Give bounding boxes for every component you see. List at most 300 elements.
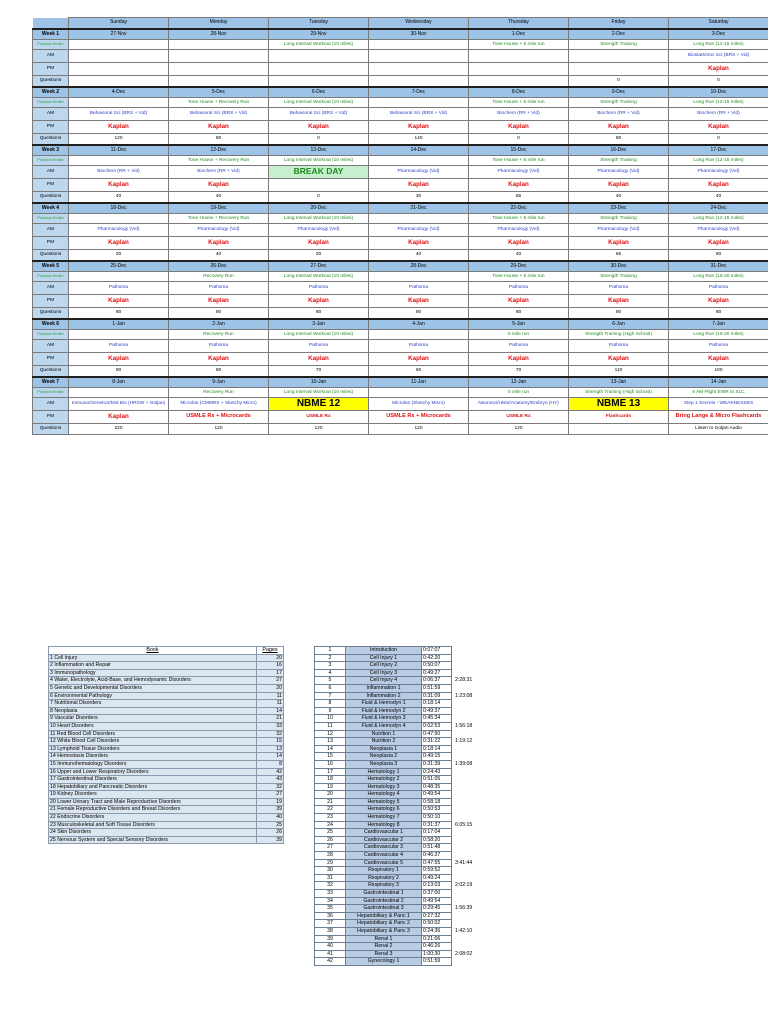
am-study-cell: Behavioral Sci (BRS + Vid) (369, 108, 469, 121)
questions-cell: 40 (369, 250, 469, 262)
date-cell: 21-Dec (369, 203, 469, 214)
lecture-row (315, 821, 505, 829)
lecture-row (315, 943, 505, 951)
section-total: 2:28:31 (455, 677, 473, 684)
am-study-cell: Behavioral Sci (BRS + Vid) (169, 108, 269, 121)
lecture-duration: 0:31:09 (422, 692, 452, 700)
physical-health-cell: Tone House + 5 mile run (469, 272, 569, 282)
book-chapter: 7 Nutritional Disorders (49, 700, 257, 708)
physical-health-cell: Tone House + 5 mile run (469, 156, 569, 166)
date-cell: 26-Dec (169, 261, 269, 272)
book-chapter: 8 Neoplasia (49, 707, 257, 715)
am-row (33, 166, 768, 179)
book-row (49, 730, 284, 738)
book-row (49, 814, 284, 822)
questions-cell: 20 (269, 250, 369, 262)
am-study-cell: Pathoma (69, 282, 169, 295)
book-chapter: 11 Red Blood Cell Disorders (49, 730, 257, 738)
questions-row (33, 424, 768, 435)
lecture-number: 39 (315, 935, 346, 943)
pm-study-cell: Kaplan (369, 353, 469, 366)
physical-health-row (33, 214, 768, 224)
lecture-name: Hematology 4 (346, 791, 422, 799)
book-row (49, 715, 284, 723)
lecture-name: Hematology 8 (346, 821, 422, 829)
book-chapter: 3 Immunopathology (49, 669, 257, 677)
questions-cell: 80 (169, 366, 269, 378)
questions-cell: 70 (469, 366, 569, 378)
questions-label: Questions (33, 308, 69, 320)
questions-cell: 100 (669, 366, 768, 378)
book-chapter: 12 White Blood Cell Disorders (49, 738, 257, 746)
section-total (452, 776, 505, 784)
am-study-cell: Pathoma (469, 282, 569, 295)
lecture-name: Nutrition 1 (346, 730, 422, 738)
lecture-duration: 0:42:20 (422, 654, 452, 662)
section-total (452, 897, 505, 905)
pm-study-cell: USMLE Rx + Microcards (169, 411, 269, 424)
questions-cell: 0 (469, 134, 569, 146)
lecture-number: 8 (315, 700, 346, 708)
date-cell: 23-Dec (569, 203, 669, 214)
physical-health-cell: Long Interval Workout (10 miles) (269, 272, 369, 282)
lecture-row (315, 950, 505, 958)
lecture-duration: 0:50:10 (422, 814, 452, 822)
pm-study-cell (269, 63, 369, 76)
lecture-duration: 0:59:52 (422, 867, 452, 875)
physical-health-label: Physical Health (33, 214, 69, 224)
physical-health-cell (169, 40, 269, 50)
lecture-row (315, 829, 505, 837)
lecture-name: Cardiovascular 1 (346, 829, 422, 837)
lecture-number: 22 (315, 806, 346, 814)
questions-cell: 0 (669, 134, 768, 146)
questions-cell: 40 (669, 192, 768, 204)
am-study-cell: Pathoma (269, 282, 369, 295)
questions-label: Questions (33, 76, 69, 88)
lecture-number: 20 (315, 791, 346, 799)
lecture-number: 10 (315, 715, 346, 723)
physical-health-label: Physical Health (33, 388, 69, 398)
section-total (452, 753, 505, 761)
day-header: Thursday (469, 18, 569, 30)
am-row (33, 224, 768, 237)
lecture-duration: 0:24:36 (422, 927, 452, 935)
am-study-cell: Pathoma (269, 340, 369, 353)
physical-health-label: Physical Health (33, 40, 69, 50)
pm-study-cell: Kaplan (569, 237, 669, 250)
lecture-row (315, 760, 505, 768)
pm-study-cell: Kaplan (669, 353, 768, 366)
pm-study-cell: USMLE Rx (469, 411, 569, 424)
questions-cell: 80 (69, 308, 169, 320)
book-pages: 8 (257, 760, 284, 768)
lecture-number: 18 (315, 776, 346, 784)
date-cell: 30-Nov (369, 29, 469, 40)
lecture-row (315, 905, 505, 913)
week-row (33, 145, 768, 156)
lecture-name: Cardiovascular 2 (346, 836, 422, 844)
am-label: AM (33, 398, 69, 411)
section-total (452, 943, 505, 951)
pm-study-cell (369, 63, 469, 76)
date-cell: 16-Dec (569, 145, 669, 156)
pm-label: PM (33, 179, 69, 192)
lecture-number: 26 (315, 836, 346, 844)
week-row (33, 29, 768, 40)
pm-study-cell: Kaplan (69, 121, 169, 134)
book-chapter: 22 Endocrine Disorders (49, 814, 257, 822)
am-row (33, 108, 768, 121)
lecture-number: 11 (315, 722, 346, 730)
section-total (452, 920, 505, 928)
lecture-name: Cell Injury 4 (346, 677, 422, 685)
pm-study-cell: Flashcards (569, 411, 669, 424)
physical-health-cell: 5 mile run (469, 330, 569, 340)
pm-study-cell: USMLE Rx (269, 411, 369, 424)
book-chapter: 25 Nervous System and Special Sensory Disorders (49, 836, 257, 844)
book-chapter: 23 Musculoskeletal and Soft Tissue Disorders (49, 821, 257, 829)
lecture-number: 40 (315, 943, 346, 951)
book-chapter: 14 Hemostasis Disorders (49, 753, 257, 761)
pm-study-cell: Kaplan (69, 411, 169, 424)
section-total (452, 844, 505, 852)
book-row (49, 692, 284, 700)
questions-cell: 120 (69, 134, 169, 146)
questions-cell: 120 (469, 424, 569, 435)
questions-cell: 60 (369, 366, 469, 378)
lecture-number: 6 (315, 684, 346, 692)
lecture-number: 37 (315, 920, 346, 928)
am-study-cell: Pharmacology (Vid) (69, 224, 169, 237)
pm-study-cell: Kaplan (169, 295, 269, 308)
lecture-row (315, 927, 505, 935)
book-row (49, 677, 284, 685)
questions-row (33, 366, 768, 378)
book-chapter: 10 Heart Disorders (49, 722, 257, 730)
book-pages: 20 (257, 654, 284, 662)
lecture-number: 41 (315, 950, 346, 958)
lecture-row (315, 730, 505, 738)
lecture-number: 31 (315, 874, 346, 882)
book-chapter: 19 Kidney Disorders (49, 791, 257, 799)
questions-cell (369, 76, 469, 88)
physical-health-cell: 5 mile run (469, 388, 569, 398)
lecture-row (315, 844, 505, 852)
lecture-number: 32 (315, 882, 346, 890)
am-label: AM (33, 340, 69, 353)
questions-cell: 30 (369, 192, 469, 204)
lecture-name: Hematology 1 (346, 768, 422, 776)
questions-cell: 80 (269, 308, 369, 320)
pm-label: PM (33, 295, 69, 308)
questions-cell: 0 (269, 134, 369, 146)
lecture-name: Cardiovascular 5 (346, 859, 422, 867)
lecture-number: 19 (315, 783, 346, 791)
date-cell: 1-Dec (469, 29, 569, 40)
book-row (49, 783, 284, 791)
physical-health-label: Physical Health (33, 156, 69, 166)
lecture-row (315, 654, 505, 662)
lecture-duration: 0:49:27 (422, 669, 452, 677)
am-row (33, 50, 768, 63)
section-total: 3:41:44 (455, 859, 473, 866)
book-row (49, 700, 284, 708)
lecture-name: Hematology 2 (346, 776, 422, 784)
physical-health-cell: Tone House + Recovery Run (169, 214, 269, 224)
pm-study-cell (569, 63, 669, 76)
lecture-row (315, 859, 505, 867)
book-chapter: 18 Hepatobiliary and Pancreatic Disorders (49, 783, 257, 791)
date-cell: 14-Jan (669, 377, 768, 388)
pm-study-cell: Kaplan (669, 179, 768, 192)
pm-study-cell: Kaplan (269, 295, 369, 308)
lecture-duration: 0:50:02 (422, 920, 452, 928)
week-row (33, 319, 768, 330)
date-cell: 10-Dec (669, 87, 768, 98)
lecture-row (315, 852, 505, 860)
pm-row (33, 353, 768, 366)
questions-cell: 40 (169, 192, 269, 204)
lecture-name: Fluid & Hemodyn 4 (346, 722, 422, 730)
date-cell: 9-Dec (569, 87, 669, 98)
book-pages: 32 (257, 783, 284, 791)
pm-study-cell: Kaplan (69, 237, 169, 250)
book-chapter: 21 Female Reproductive Disorders and Breast Disorders (49, 806, 257, 814)
pm-study-cell: Kaplan (169, 179, 269, 192)
date-cell: 31-Dec (669, 261, 768, 272)
lecture-row (315, 753, 505, 761)
book-pages: 14 (257, 707, 284, 715)
lecture-duration: 0:48:35 (422, 783, 452, 791)
lecture-duration: 1:00:30 (422, 950, 452, 958)
questions-row (33, 308, 768, 320)
section-total: 2:08:02 (455, 950, 473, 957)
physical-health-cell: Long Interval Workout (10 miles) (269, 330, 369, 340)
day-header: Saturday (669, 18, 768, 30)
am-study-cell: Pathoma (469, 340, 569, 353)
date-cell: 17-Dec (669, 145, 768, 156)
lecture-duration: 0:06:37 (422, 677, 452, 685)
lecture-duration: 0:46:37 (422, 852, 452, 860)
lecture-row (315, 738, 505, 746)
lecture-duration: 0:07:07 (422, 647, 452, 655)
date-cell: 24-Dec (669, 203, 768, 214)
pm-study-cell: Kaplan (669, 295, 768, 308)
section-total (452, 745, 505, 753)
date-cell: 27-Nov (69, 29, 169, 40)
questions-cell: 80 (669, 250, 768, 262)
lecture-duration: 0:17:04 (422, 829, 452, 837)
pm-study-cell: Kaplan (369, 179, 469, 192)
book-pages: 15 (257, 738, 284, 746)
lecture-name: Gastrointestinal 2 (346, 897, 422, 905)
lecture-row (315, 722, 505, 730)
am-study-cell: Pharmacology (Vid) (469, 166, 569, 179)
physical-health-row (33, 330, 768, 340)
section-total: 1:19:12 (455, 738, 473, 745)
physical-health-cell: Strength Training (569, 272, 669, 282)
questions-cell: 65 (569, 250, 669, 262)
lecture-number: 24 (315, 821, 346, 829)
lecture-duration: 0:31:22 (422, 738, 452, 746)
lecture-number: 23 (315, 814, 346, 822)
lecture-duration: 0:02:53 (422, 722, 452, 730)
lecture-row (315, 745, 505, 753)
physical-health-cell: Long Interval Workout (10 miles) (269, 156, 369, 166)
lecture-name: Neoplasia 3 (346, 760, 422, 768)
lecture-number: 9 (315, 707, 346, 715)
book-chapter: 24 Skin Disorders (49, 829, 257, 837)
book-pages: 39 (257, 836, 284, 844)
date-cell: 18-Dec (69, 203, 169, 214)
lecture-duration: 0:49:54 (422, 897, 452, 905)
pm-study-cell: Kaplan (469, 237, 569, 250)
am-label: AM (33, 224, 69, 237)
lecture-number: 12 (315, 730, 346, 738)
am-row (33, 282, 768, 295)
lecture-duration: 0:47:50 (422, 730, 452, 738)
questions-cell: 40 (569, 192, 669, 204)
lecture-number: 7 (315, 692, 346, 700)
am-study-cell: Pharmacology (Vid) (369, 166, 469, 179)
questions-label: Questions (33, 250, 69, 262)
lecture-row (315, 647, 505, 655)
physical-health-cell: Long Run (12-15 miles) (669, 156, 768, 166)
lecture-name: Nutrition 2 (346, 738, 422, 746)
questions-cell: 65 (469, 192, 569, 204)
questions-cell: 80 (669, 308, 768, 320)
pm-study-cell: Kaplan (169, 121, 269, 134)
physical-health-cell (69, 40, 169, 50)
pathoma-book-table (48, 646, 284, 844)
lecture-duration: 0:24:43 (422, 768, 452, 776)
date-cell: 8-Jan (69, 377, 169, 388)
am-study-cell: Pathoma (369, 340, 469, 353)
am-study-cell: Pathoma (69, 340, 169, 353)
lecture-duration: 0:29:45 (422, 905, 452, 913)
lecture-number: 34 (315, 897, 346, 905)
physical-health-cell (369, 272, 469, 282)
date-cell: 29-Dec (469, 261, 569, 272)
lecture-row (315, 669, 505, 677)
am-study-cell (369, 50, 469, 63)
lecture-row (315, 890, 505, 898)
lecture-table-body (315, 647, 505, 966)
am-study-cell: Biochem (RR + Vid) (169, 166, 269, 179)
day-header-row (33, 18, 768, 30)
lecture-duration: 0:13:03 (422, 882, 452, 890)
questions-cell: 0 (569, 76, 669, 88)
week-label: Week 1 (33, 29, 69, 40)
questions-cell: 40 (69, 192, 169, 204)
lecture-video-table (314, 646, 505, 966)
date-cell: 29-Nov (269, 29, 369, 40)
physical-health-cell: Long Run (15-20 miles) (669, 330, 768, 340)
lecture-duration: 0:51:59 (422, 684, 452, 692)
physical-health-cell: Recovery Run (169, 272, 269, 282)
pages-header: Pages (257, 647, 284, 655)
questions-cell: Listen to Goljan Audio (669, 424, 768, 435)
pm-study-cell: Kaplan (569, 353, 669, 366)
lecture-name: Gastrointestinal 1 (346, 890, 422, 898)
questions-label: Questions (33, 192, 69, 204)
lecture-duration: 0:58:18 (422, 798, 452, 806)
questions-label: Questions (33, 366, 69, 378)
pm-study-cell (169, 63, 269, 76)
physical-health-cell: Long Run (12-15 miles) (669, 98, 768, 108)
pm-study-cell: Kaplan (269, 121, 369, 134)
am-study-cell: Microbio (CMMRS + Sketchy Micro) (169, 398, 269, 411)
section-total (452, 806, 505, 814)
am-study-cell: NBME 12 (269, 398, 369, 411)
book-row (49, 806, 284, 814)
questions-cell (169, 76, 269, 88)
lecture-number: 1 (315, 647, 346, 655)
date-cell: 22-Dec (469, 203, 569, 214)
lecture-row (315, 707, 505, 715)
am-study-cell: Pharmacology (Vid) (669, 166, 768, 179)
book-row (49, 829, 284, 837)
am-study-cell: Behavioral Sci (BRS + Vid) (69, 108, 169, 121)
physical-health-label: Physical Health (33, 330, 69, 340)
book-chapter: 20 Lower Urinary Tract and Male Reproductive Disorders (49, 798, 257, 806)
book-row (49, 768, 284, 776)
book-chapter: 17 Gastrointestinal Disorders (49, 776, 257, 784)
lecture-duration: 0:50:53 (422, 806, 452, 814)
lecture-number: 16 (315, 760, 346, 768)
lecture-name: Fluid & Hemodyn 3 (346, 715, 422, 723)
questions-cell (569, 424, 669, 435)
book-header-row (49, 647, 284, 655)
book-chapter: 9 Vascular Disorders (49, 715, 257, 723)
am-study-cell (169, 50, 269, 63)
pm-study-cell: Kaplan (269, 353, 369, 366)
book-pages: 39 (257, 806, 284, 814)
physical-health-cell: Tone House + 5 mile run (469, 40, 569, 50)
book-row (49, 760, 284, 768)
section-total (452, 707, 505, 715)
physical-health-cell: 9 AM Flight EWR to SLC (669, 388, 768, 398)
book-pages: 14 (257, 753, 284, 761)
date-cell: 11-Jan (369, 377, 469, 388)
section-total: 1:23:08 (455, 692, 473, 699)
lecture-row (315, 867, 505, 875)
questions-cell: 120 (369, 424, 469, 435)
date-cell: 7-Dec (369, 87, 469, 98)
lecture-number: 13 (315, 738, 346, 746)
section-total (452, 912, 505, 920)
date-cell: 2-Jan (169, 319, 269, 330)
physical-health-cell (369, 330, 469, 340)
am-study-cell: Pathoma (169, 282, 269, 295)
book-row (49, 684, 284, 692)
lecture-name: Respiratory 2 (346, 874, 422, 882)
questions-cell: 70 (269, 366, 369, 378)
section-total: 1:56:39 (455, 905, 473, 912)
book-chapter: 1 Cell Injury (49, 654, 257, 662)
physical-health-cell (369, 388, 469, 398)
pm-study-cell: Kaplan (69, 353, 169, 366)
lecture-name: Inflammation 2 (346, 692, 422, 700)
questions-cell: 80 (169, 308, 269, 320)
lecture-number: 28 (315, 852, 346, 860)
lecture-duration: 0:49:15 (422, 753, 452, 761)
date-cell: 12-Jan (469, 377, 569, 388)
date-cell: 5-Jan (469, 319, 569, 330)
lecture-name: Cell Injury 3 (346, 669, 422, 677)
day-header: Wednesday (369, 18, 469, 30)
